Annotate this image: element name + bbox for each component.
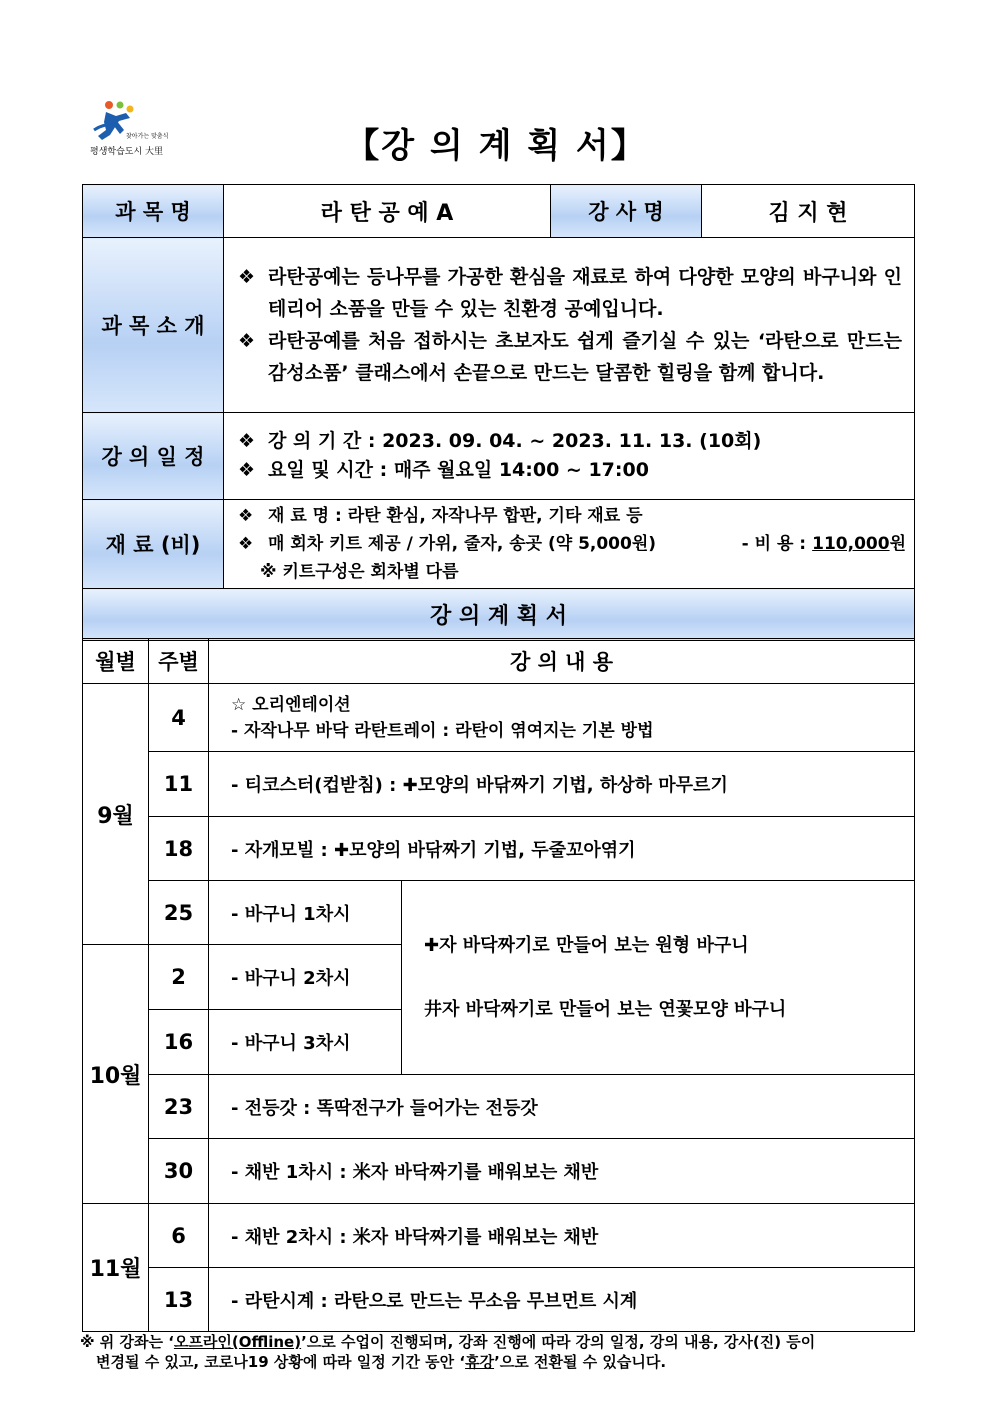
lecture-content: - 전등갓 : 똑딱전구가 들어가는 전등갓 [209,1075,915,1139]
footer-text: ’으로 수업이 진행되며, 강좌 진행에 따라 강의 일정, 강의 내용, 강사(진) 등이 [301,1333,816,1351]
intro-text: 라탄공예를 처음 접하시는 초보자도 쉽게 즐기실 수 있는 ‘라탄으로 만드는 감성소품’ 클래스에서 손끝으로 만드는 달콤한 힐링을 함께 합니다. [268,330,902,384]
week-number: 11 [149,752,209,817]
schedule-item [238,427,902,456]
lecture-line: ☆ 오리엔테이션 [231,694,351,715]
diamond-bullet-icon: ❖ [238,506,254,526]
footer-text: ※ 위 강좌는 ‘ [80,1333,174,1351]
material-item [238,530,906,558]
material-cost-unit: 원 [889,534,906,554]
month-september: 9월 [83,684,149,945]
week-number: 30 [149,1139,209,1204]
subject-value: 라 탄 공 예 A [224,185,551,238]
material-note: ※ 키트구성은 회차별 다름 [260,562,459,582]
week-number: 6 [149,1204,209,1268]
intro-content [224,238,915,413]
basket-note-round: ✚자 바닥짜기로 만들어 보는 원형 바구니 [424,934,749,956]
col-content-header: 강 의 내 용 [209,639,915,684]
footer-line-1 [80,1332,910,1352]
intro-item [238,325,902,389]
week-number: 2 [149,945,209,1010]
subject-label: 과 목 명 [83,185,224,238]
material-cost-label: - 비 용 : [741,534,807,554]
footer-line-2 [80,1352,910,1372]
diamond-bullet-icon: ❖ [238,459,256,481]
lecture-content: - 채반 2차시 : 米자 바닥짜기를 배워보는 채반 [209,1204,915,1268]
schedule-label: 강 의 일 정 [83,413,224,500]
intro-text: 라탄공예는 등나무를 가공한 환심을 재료로 하여 다양한 모양의 바구니와 인테리어 소품을 만들 수 있는 친환경 공예입니다. [268,266,902,320]
page-title: 【강 의 계 획 서】 [345,126,647,166]
material-kit: 매 회차 키트 제공 / 가위, 줄자, 송곳 (약 5,000원) [268,534,657,554]
lecture-content: - 바구니 3차시 [209,1010,402,1075]
col-month-header: 월별 [83,639,149,684]
basket-series-note [402,881,915,1075]
lecture-content: - 티코스터(컵받침) : ✚모양의 바닦짜기 기법, 하상하 마무르기 [209,752,915,817]
material-cost: 110,000 [812,534,890,554]
lecture-content: - 바구니 2차시 [209,945,402,1010]
logo-caption-small: 찾아가는 맞춤식 [126,133,169,140]
week-number: 16 [149,1010,209,1075]
diamond-bullet-icon: ❖ [238,266,256,288]
col-week-header: 주별 [149,639,209,684]
diamond-bullet-icon: ❖ [238,330,256,352]
footer-text: 변경될 수 있고, 코로나19 상황에 따라 일정 기간 동안 ‘ [96,1353,466,1371]
footer-underlined: 휴강 [465,1353,495,1371]
diamond-bullet-icon: ❖ [238,534,254,554]
instructor-value: 김 지 현 [702,185,915,238]
footer-text: ’으로 전환될 수 있습니다. [494,1353,667,1371]
lecture-content: - 자개모빌 : ✚모양의 바닦짜기 기법, 두줄꼬아엮기 [209,817,915,881]
intro-item [238,261,902,325]
schedule-content [224,413,915,500]
lecture-content [209,684,915,752]
week-number: 13 [149,1268,209,1332]
lecture-content: - 라탄시계 : 라탄으로 만드는 무소음 무브먼트 시계 [209,1268,915,1332]
schedule-time: 요일 및 시간 : 매주 월요일 14:00 ~ 17:00 [268,459,649,481]
material-label: 재 료 (비) [83,500,224,589]
lecture-content: - 채반 1차시 : 米자 바닥짜기를 배워보는 채반 [209,1139,915,1204]
lecture-line: - 자작나무 바닥 라탄트레이 : 라탄이 엮여지는 기본 방법 [231,720,654,741]
week-number: 18 [149,817,209,881]
logo-caption-main: 평생학습도시 大里 [90,147,164,157]
basket-note-lotus: 井자 바닥짜기로 만들어 보는 연꽃모양 바구니 [424,998,787,1020]
lecture-content: - 바구니 1차시 [209,881,402,945]
month-october: 10월 [83,945,149,1204]
week-number: 23 [149,1075,209,1139]
week-number: 25 [149,881,209,945]
instructor-label: 강 사 명 [551,185,702,238]
footer-notice [80,1332,910,1372]
footer-underlined: 오프라인(Offline) [173,1333,302,1351]
week-number: 4 [149,684,209,752]
plan-section-title: 강 의 계 획 서 [83,589,915,641]
schedule-item [238,456,902,485]
material-content [224,500,915,589]
month-november: 11월 [83,1204,149,1332]
material-names: 재 료 명 : 라탄 환심, 자작나무 합판, 기타 재료 등 [268,506,643,526]
material-item [238,502,906,530]
course-info-table [82,184,915,641]
intro-label: 과 목 소 개 [83,238,224,413]
diamond-bullet-icon: ❖ [238,430,256,452]
schedule-period: 강 의 기 간 : 2023. 09. 04. ~ 2023. 11. 13. (10회) [268,430,762,452]
lecture-plan-table [82,638,915,1332]
